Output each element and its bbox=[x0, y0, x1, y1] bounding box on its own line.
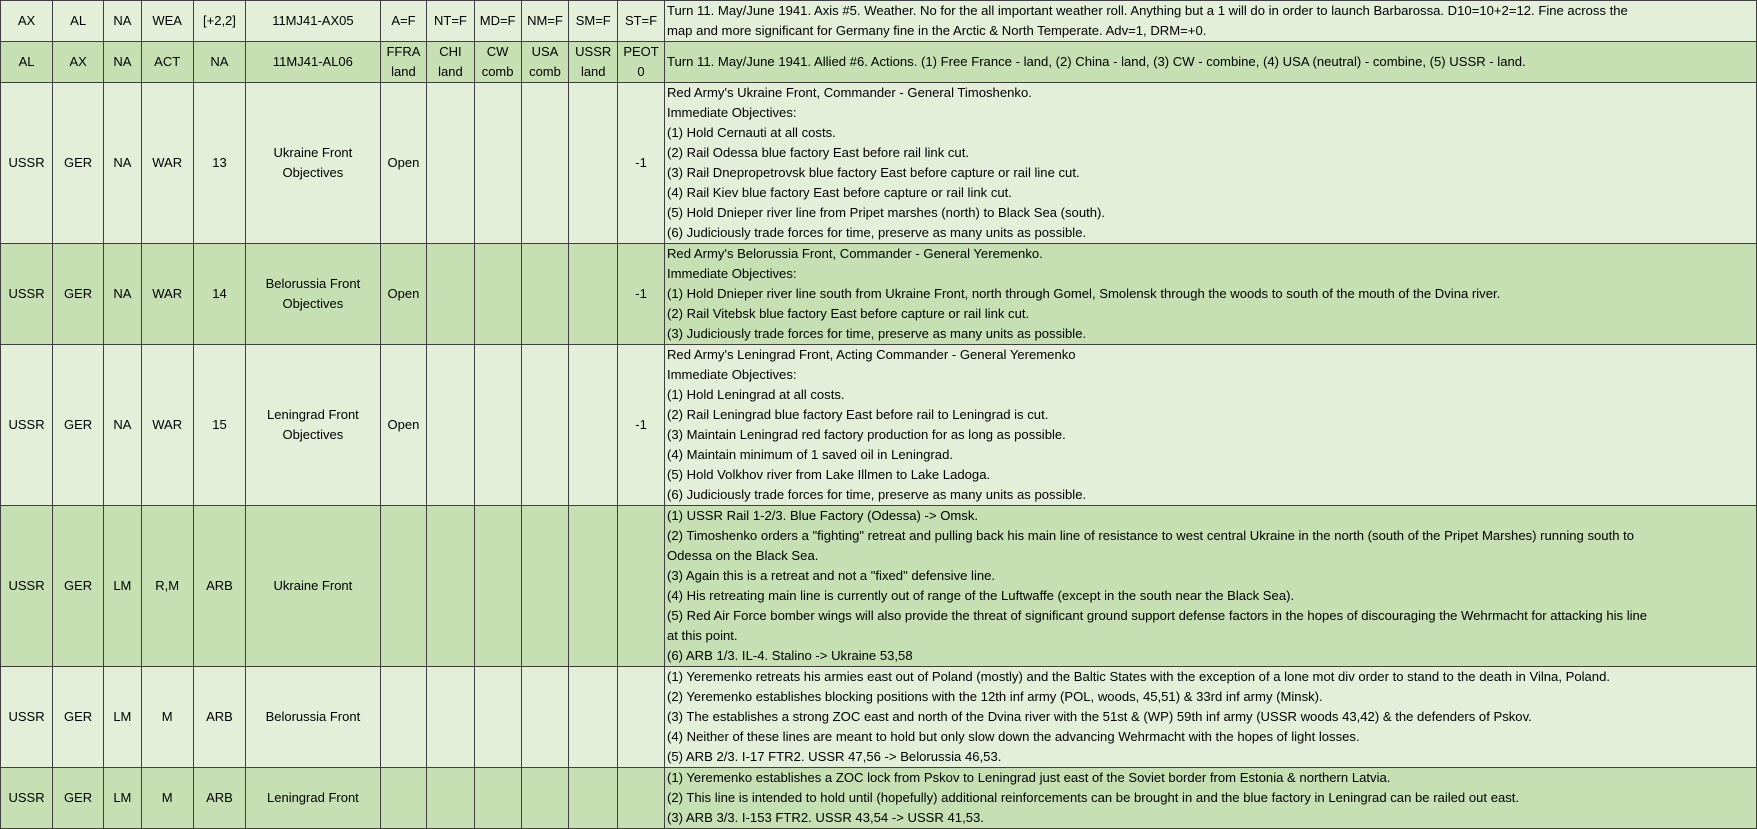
col4-cell bbox=[521, 42, 569, 83]
side-cell: USSR bbox=[1, 768, 53, 829]
cell-line: Open bbox=[387, 286, 420, 301]
col5-cell bbox=[569, 1, 618, 42]
col5-cell bbox=[569, 667, 618, 768]
notes-line: map and more significant for Germany fine in the Arctic & North Temperate. Adv=1, DRM=+0. bbox=[666, 23, 1207, 38]
type-cell: M bbox=[141, 667, 193, 768]
cell-line: Open bbox=[387, 155, 420, 170]
cell-line: land bbox=[438, 64, 463, 79]
notes-line: (2) Rail Vitebsk blue factory East before capture or rail link cut. bbox=[666, 306, 1030, 321]
notes-line: (3) ARB 3/3. I-153 FTR2. USSR 43,54 -> USSR 41,53. bbox=[666, 810, 984, 825]
notes-cell bbox=[664, 667, 1756, 768]
col6-cell bbox=[618, 667, 665, 768]
col3-cell bbox=[474, 345, 521, 506]
col6-cell bbox=[618, 244, 665, 345]
notes-cell bbox=[664, 42, 1756, 83]
notes-line: (4) Rail Kiev blue factory East before capture or rail link cut. bbox=[666, 185, 1012, 200]
type-cell: WEA bbox=[141, 1, 193, 42]
notes-line: Red Army's Leningrad Front, Acting Commander - General Yeremenko bbox=[666, 347, 1076, 362]
col3-cell bbox=[474, 83, 521, 244]
col6-cell bbox=[618, 83, 665, 244]
col2-cell bbox=[427, 768, 474, 829]
notes-line: (1) Hold Cernauti at all costs. bbox=[666, 125, 836, 140]
col4-cell bbox=[521, 83, 569, 244]
col6-cell bbox=[618, 345, 665, 506]
notes-line: (5) Hold Dnieper river line from Pripet marshes (north) to Black Sea (south). bbox=[666, 205, 1106, 220]
notes-cell bbox=[664, 1, 1756, 42]
type-cell: WAR bbox=[141, 83, 193, 244]
col2-cell bbox=[427, 506, 474, 667]
value-cell: ARB bbox=[193, 768, 246, 829]
cell-line: -1 bbox=[635, 417, 647, 432]
col1-cell bbox=[380, 768, 427, 829]
col2-cell bbox=[427, 345, 474, 506]
col2-cell bbox=[427, 244, 474, 345]
col5-cell bbox=[569, 506, 618, 667]
table-row bbox=[1, 83, 1757, 244]
cell-line: A=F bbox=[391, 13, 416, 28]
notes-line: (2) This line is intended to hold until (hopefully) additional reinforcements can be brought in and the blue factory in Leningrad can be railed out east. bbox=[666, 790, 1520, 805]
code-cell: LM bbox=[104, 506, 142, 667]
code-cell: NA bbox=[104, 1, 142, 42]
notes-line: Immediate Objectives: bbox=[666, 367, 797, 382]
code-cell: LM bbox=[104, 768, 142, 829]
col2-cell bbox=[427, 1, 474, 42]
col1-cell bbox=[380, 244, 427, 345]
cell-line: 0 bbox=[637, 64, 645, 79]
col5-cell bbox=[569, 768, 618, 829]
col2-cell bbox=[427, 42, 474, 83]
notes-line: (3) Again this is a retreat and not a "fixed" defensive line. bbox=[666, 568, 996, 583]
code-cell: LM bbox=[104, 667, 142, 768]
id-cell bbox=[246, 83, 380, 244]
cell-line: Belorussia Front bbox=[265, 276, 361, 291]
cell-line: CW bbox=[486, 44, 509, 59]
id-cell: 11MJ41-AX05 bbox=[246, 1, 380, 42]
notes-line: (3) Rail Dnepropetrovsk blue factory East before capture or rail line cut. bbox=[666, 165, 1080, 180]
notes-line: (1) Yeremenko establishes a ZOC lock from Pskov to Leningrad just east of the Soviet border from Estonia & northern Latvia. bbox=[666, 770, 1391, 785]
value-cell: NA bbox=[193, 42, 246, 83]
value-cell: ARB bbox=[193, 667, 246, 768]
col6-cell bbox=[618, 42, 665, 83]
notes-line: Turn 11. May/June 1941. Allied #6. Actions. (1) Free France - land, (2) China - land, (3) CW - combine, (4) USA (neutral) - combine, (5) USSR - land. bbox=[666, 54, 1526, 69]
col3-cell bbox=[474, 667, 521, 768]
col1-cell bbox=[380, 1, 427, 42]
table-body bbox=[1, 1, 1757, 829]
type-cell: WAR bbox=[141, 345, 193, 506]
notes-line: (2) Rail Odessa blue factory East before rail link cut. bbox=[666, 145, 969, 160]
code-cell: NA bbox=[104, 83, 142, 244]
col5-cell bbox=[569, 345, 618, 506]
cell-line: land bbox=[391, 64, 416, 79]
notes-cell bbox=[664, 345, 1756, 506]
cell-line: Open bbox=[387, 417, 420, 432]
col6-cell bbox=[618, 768, 665, 829]
col6-cell bbox=[618, 506, 665, 667]
notes-line: Turn 11. May/June 1941. Axis #5. Weather. No for the all important weather roll. Anything but a 1 will do in order to launch Barbarossa. D10=10+2=12. Fine across the bbox=[666, 3, 1628, 18]
col3-cell bbox=[474, 768, 521, 829]
cell-line: land bbox=[580, 64, 606, 79]
notes-line: (2) Rail Leningrad blue factory East before rail to Leningrad is cut. bbox=[666, 407, 1049, 422]
notes-line: Red Army's Belorussia Front, Commander - General Yeremenko. bbox=[666, 246, 1043, 261]
notes-cell bbox=[664, 83, 1756, 244]
notes-line: Red Army's Ukraine Front, Commander - General Timoshenko. bbox=[666, 85, 1032, 100]
col3-cell bbox=[474, 42, 521, 83]
id-cell: Belorussia Front bbox=[246, 667, 380, 768]
col3-cell bbox=[474, 506, 521, 667]
cell-line: Ukraine Front bbox=[273, 145, 353, 160]
col1-cell bbox=[380, 345, 427, 506]
notes-line: (4) Maintain minimum of 1 saved oil in Leningrad. bbox=[666, 447, 953, 462]
cell-line: CHI bbox=[439, 44, 462, 59]
id-cell bbox=[246, 345, 380, 506]
notes-line: Immediate Objectives: bbox=[666, 266, 797, 281]
value-cell: 13 bbox=[193, 83, 246, 244]
table-row bbox=[1, 345, 1757, 506]
side-cell: USSR bbox=[1, 345, 53, 506]
type-cell: M bbox=[141, 768, 193, 829]
code-cell: NA bbox=[104, 42, 142, 83]
cell-line: Objectives bbox=[282, 427, 344, 442]
col4-cell bbox=[521, 244, 569, 345]
col1-cell bbox=[380, 83, 427, 244]
notes-line: at this point. bbox=[666, 628, 738, 643]
cell-line: USA bbox=[531, 44, 559, 59]
notes-line: (1) Hold Leningrad at all costs. bbox=[666, 387, 845, 402]
cell-line: Leningrad Front bbox=[267, 407, 359, 422]
col4-cell bbox=[521, 1, 569, 42]
notes-line: (2) Timoshenko orders a "fighting" retreat and pulling back his main line of resistance to west central Ukraine in the north (south of the Pripet Marshes) running south to bbox=[666, 528, 1635, 543]
notes-cell bbox=[664, 768, 1756, 829]
table-row bbox=[1, 1, 1757, 42]
type-cell: WAR bbox=[141, 244, 193, 345]
col4-cell bbox=[521, 345, 569, 506]
cell-line: SM=F bbox=[575, 13, 611, 28]
table-row bbox=[1, 667, 1757, 768]
col1-cell bbox=[380, 506, 427, 667]
notes-line: (6) Judiciously trade forces for time, preserve as many units as possible. bbox=[666, 225, 1087, 240]
id-cell: Leningrad Front bbox=[246, 768, 380, 829]
table-row bbox=[1, 244, 1757, 345]
notes-line: (6) ARB 1/3. IL-4. Stalino -> Ukraine 53,58 bbox=[666, 648, 913, 663]
id-cell: 11MJ41-AL06 bbox=[246, 42, 380, 83]
cell-line: FFRA bbox=[386, 44, 421, 59]
notes-line: (4) His retreating main line is currently out of range of the Luftwaffe (except in the south near the Black Sea). bbox=[666, 588, 1295, 603]
opponent-cell: GER bbox=[53, 667, 104, 768]
id-cell bbox=[246, 244, 380, 345]
opponent-cell: GER bbox=[53, 345, 104, 506]
col5-cell bbox=[569, 244, 618, 345]
side-cell: USSR bbox=[1, 506, 53, 667]
notes-line: (1) Yeremenko retreats his armies east out of Poland (mostly) and the Baltic States with the exception of a lone mot div order to stand to the death in Vilna, Poland. bbox=[666, 669, 1611, 684]
table-row bbox=[1, 42, 1757, 83]
id-cell: Ukraine Front bbox=[246, 506, 380, 667]
type-cell: R,M bbox=[141, 506, 193, 667]
notes-line: (5) ARB 2/3. I-17 FTR2. USSR 47,56 -> Belorussia 46,53. bbox=[666, 749, 1002, 764]
cell-line: USSR bbox=[575, 44, 612, 59]
notes-line: (6) Judiciously trade forces for time, preserve as many units as possible. bbox=[666, 487, 1087, 502]
notes-line: (3) Judiciously trade forces for time, preserve as many units as possible. bbox=[666, 326, 1087, 341]
notes-line: (3) The establishes a strong ZOC east and north of the Dvina river with the 51st & (WP) 59th inf army (USSR woods 43,42) & the defenders of Pskov. bbox=[666, 709, 1532, 724]
notes-cell bbox=[664, 506, 1756, 667]
cell-line: MD=F bbox=[479, 13, 516, 28]
notes-line: (1) Hold Dnieper river line south from Ukraine Front, north through Gomel, Smolensk through the woods to south of the mouth of the Dvina river. bbox=[666, 286, 1501, 301]
value-cell: ARB bbox=[193, 506, 246, 667]
opponent-cell: AL bbox=[53, 1, 104, 42]
opponent-cell: GER bbox=[53, 83, 104, 244]
side-cell: USSR bbox=[1, 667, 53, 768]
table-row bbox=[1, 506, 1757, 667]
cell-line: PEOT bbox=[623, 44, 659, 59]
col3-cell bbox=[474, 1, 521, 42]
col1-cell bbox=[380, 42, 427, 83]
col5-cell bbox=[569, 83, 618, 244]
col6-cell bbox=[618, 1, 665, 42]
col3-cell bbox=[474, 244, 521, 345]
notes-line: (5) Red Air Force bomber wings will also provide the threat of significant ground support defense factors in the hopes of discouraging the Wehrmacht for attacking his line bbox=[666, 608, 1648, 623]
col5-cell bbox=[569, 42, 618, 83]
value-cell: 15 bbox=[193, 345, 246, 506]
col2-cell bbox=[427, 83, 474, 244]
col2-cell bbox=[427, 667, 474, 768]
col4-cell bbox=[521, 768, 569, 829]
opponent-cell: AX bbox=[53, 42, 104, 83]
cell-line: comb bbox=[481, 64, 514, 79]
cell-line: Objectives bbox=[282, 296, 344, 311]
notes-line: Immediate Objectives: bbox=[666, 105, 797, 120]
opponent-cell: GER bbox=[53, 506, 104, 667]
side-cell: AX bbox=[1, 1, 53, 42]
notes-line: (3) Maintain Leningrad red factory production for as long as possible. bbox=[666, 427, 1066, 442]
notes-line: (4) Neither of these lines are meant to hold but only slow down the advancing Wehrmacht with the hopes of light losses. bbox=[666, 729, 1360, 744]
cell-line: ST=F bbox=[624, 13, 658, 28]
notes-line: (2) Yeremenko establishes blocking positions with the 12th inf army (POL, woods, 45,51) & 33rd inf army (Minsk). bbox=[666, 689, 1323, 704]
notes-line: (1) USSR Rail 1-2/3. Blue Factory (Odessa) -> Omsk. bbox=[666, 508, 979, 523]
notes-cell bbox=[664, 244, 1756, 345]
code-cell: NA bbox=[104, 345, 142, 506]
notes-line: (5) Hold Volkhov river from Lake Illmen to Lake Ladoga. bbox=[666, 467, 991, 482]
value-cell: [+2,2] bbox=[193, 1, 246, 42]
cell-line: NT=F bbox=[434, 13, 467, 28]
cell-line: comb bbox=[529, 64, 561, 79]
notes-line: Odessa on the Black Sea. bbox=[666, 548, 819, 563]
col4-cell bbox=[521, 506, 569, 667]
cell-line: -1 bbox=[635, 155, 647, 170]
cell-line: Objectives bbox=[282, 165, 344, 180]
type-cell: ACT bbox=[141, 42, 193, 83]
code-cell: NA bbox=[104, 244, 142, 345]
cell-line: NM=F bbox=[527, 13, 563, 28]
side-cell: AL bbox=[1, 42, 53, 83]
opponent-cell: GER bbox=[53, 244, 104, 345]
opponent-cell: GER bbox=[53, 768, 104, 829]
side-cell: USSR bbox=[1, 83, 53, 244]
cell-line: -1 bbox=[635, 286, 647, 301]
col1-cell bbox=[380, 667, 427, 768]
col4-cell bbox=[521, 667, 569, 768]
value-cell: 14 bbox=[193, 244, 246, 345]
side-cell: USSR bbox=[1, 244, 53, 345]
table-row bbox=[1, 768, 1757, 829]
